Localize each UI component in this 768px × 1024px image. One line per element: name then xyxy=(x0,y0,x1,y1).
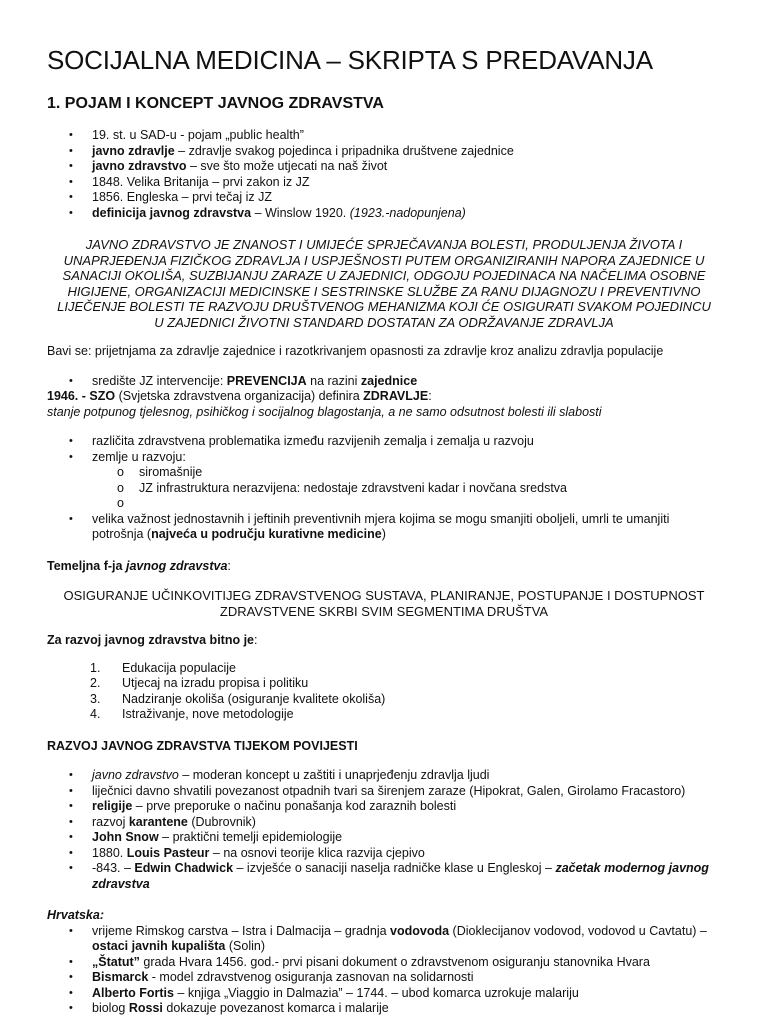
list-item: • religije – prve preporuke o načinu ponašanja kod zaraznih bolesti xyxy=(47,799,721,815)
numbered-item: 3. Nadziranje okoliša (osiguranje kvalitete okoliša) xyxy=(90,691,386,706)
list-item: • različita zdravstvena problematika između razvijenih zemalja i zemalja u razvoju xyxy=(47,434,721,450)
numbered-item: 1. Edukacija populacije xyxy=(90,660,236,675)
hrvatska-heading: Hrvatska: xyxy=(47,908,104,922)
document-title: SOCIJALNA MEDICINA – SKRIPTA S PREDAVANJA xyxy=(47,45,653,75)
list-item: • zemlje u razvoju: o siromašnije o JZ infrastruktura nerazvijena: nedostaje zdravstveni kadar i novčana sredstva o xyxy=(47,450,721,512)
list-item: • javno zdravlje – zdravlje svakog pojedinca i pripadnika društvene zajednice xyxy=(47,144,721,160)
list-item: • 1856. Engleska – prvi tečaj iz JZ xyxy=(47,190,721,206)
list-item: • Bismarck - model zdravstvenog osiguranja zasnovan na solidarnosti xyxy=(47,970,721,986)
list-item: • John Snow – praktični temelji epidemiologije xyxy=(47,830,721,846)
szo-paragraph: 1946. - SZO (Svjetska zdravstvena organizacija) definira ZDRAVLJE: xyxy=(47,389,432,403)
list-item: • biolog Rossi dokazuje povezanost komarca i malarije xyxy=(47,1001,721,1017)
list-item: • 1880. Louis Pasteur – na osnovi teorije klica razvija cjepivo xyxy=(47,846,721,862)
srediste-list xyxy=(47,374,721,390)
list-item: • javno zdravstvo – moderan koncept u zaštiti i unaprjeđenju zdravlja ljudi xyxy=(47,768,721,784)
povijest-heading: RAZVOJ JAVNOG ZDRAVSTVA TIJEKOM POVIJESTI xyxy=(47,738,358,753)
hrvatska-list xyxy=(47,924,721,1017)
list-item: • Alberto Fortis – knjiga „Viaggio in Dalmazia” – 1744. – ubod komarca uzrokuje malariju xyxy=(47,986,721,1002)
list-item: • vrijeme Rimskog carstva – Istra i Dalmacija – gradnja vodovoda (Dioklecijanov vodovod, vodovod u Cavtatu) – ostaci javnih kupališta (Solin) xyxy=(47,924,721,955)
list-item: • razvoj karantene (Dubrovnik) xyxy=(47,815,721,831)
sub-list-item: o xyxy=(117,496,124,510)
section-heading: 1. POJAM I KONCEPT JAVNOG ZDRAVSTVA xyxy=(47,95,384,112)
list-item: • središte JZ intervencije: PREVENCIJA na razini zajednice xyxy=(47,374,721,390)
list-item: • definicija javnog zdravstva – Winslow 1920. (1923.-nadopunjena) xyxy=(47,206,721,222)
sub-list-item: o JZ infrastruktura nerazvijena: nedostaje zdravstveni kadar i novčana sredstva xyxy=(117,480,567,495)
list-item: • javno zdravstvo – sve što može utjecati na naš život xyxy=(47,159,721,175)
numbered-item: 4. Istraživanje, nove metodologije xyxy=(90,707,294,721)
numbered-item: 2. Utjecaj na izradu propisa i politiku xyxy=(90,676,309,690)
list-item: • liječnici davno shvatili povezanost otpadnih tvari sa širenjem zaraze (Hipokrat, Galen, Girolamo Fracastoro) xyxy=(47,784,721,800)
list-item: • „Štatut” grada Hvara 1456. god.- prvi pisani dokument o zdravstvenom osiguranju stanovnika Hvara xyxy=(47,955,721,971)
razvoj-numbered-list xyxy=(47,661,721,723)
definition-block: JAVNO ZDRAVSTVO JE ZNANOST I UMIJEĆE SPRJEČAVANJA BOLESTI, PRODULJENJA ŽIVOTA I UNAPRJEĐENJA FIZIČKOG ZDRAVLJA I USPJEŠNOSTI PUTEM ORGANIZIRANIH NAPORA ZAJEDNICE U SANACIJI OKOLIŠA, SUZBIJANJU ZARAZE U ZAJEDNICI, ODGOJU POJEDINACA NA NAČELIMA OSOBNE HIGIJENE, ORGANIZACIJI MEDICINSKE I SESTRINSKE SLUŽBE ZA RANU DIJAGNOZU I PREVENTIVNO LIJEČENJE BOLESTI TE RAZVOJU DRUŠTVENOG MEHANIZMA KOJI ĆE OSIGURATI SVAKOM POJEDINCU U ZAJEDNICI ŽIVOTNI STANDARD DOSTATAN ZA ODRŽAVANJE ZDRAVLJA xyxy=(57,237,711,330)
povijest-list xyxy=(47,768,721,892)
list-item: • 1848. Velika Britanija – prvi zakon iz JZ xyxy=(47,175,721,191)
sub-list-item: o siromašnije xyxy=(117,465,203,479)
temeljna-block: OSIGURANJE UČINKOVITIJEG ZDRAVSTVENOG SUSTAVA, PLANIRANJE, POSTUPANJE I DOSTUPNOST ZDRAVSTVENE SKRBI SVIM SEGMENTIMA DRUŠTVA xyxy=(63,588,705,619)
temeljna-heading: Temeljna f-ja javnog zdravstva: xyxy=(47,558,231,573)
bavi-se-paragraph: Bavi se: prijetnjama za zdravlje zajednice i razotkrivanjem opasnosti za zdravlje kroz analizu zdravlja populacije xyxy=(47,344,664,358)
sub-list xyxy=(47,465,721,512)
razvoj-heading: Za razvoj javnog zdravstva bitno je: xyxy=(47,633,258,647)
list-item: • velika važnost jednostavnih i jeftinih preventivnih mjera kojima se mogu smanjiti oboljeli, umrli te umanjiti potrošnja (najveća u području kurativne medicine) xyxy=(47,512,721,543)
szo-definition: stanje potpunog tjelesnog, psihičkog i socijalnog blagostanja, a ne samo odsutnost bolesti ili slabosti xyxy=(47,404,602,419)
list-item: • 19. st. u SAD-u - pojam „public health” xyxy=(47,128,721,144)
intro-bullet-list xyxy=(47,128,721,221)
development-list xyxy=(47,434,721,543)
list-item: • -843. – Edwin Chadwick – izvješće o sanaciji naselja radničke klase u Engleskoj – začetak modernog javnog zdravstva xyxy=(47,861,721,892)
